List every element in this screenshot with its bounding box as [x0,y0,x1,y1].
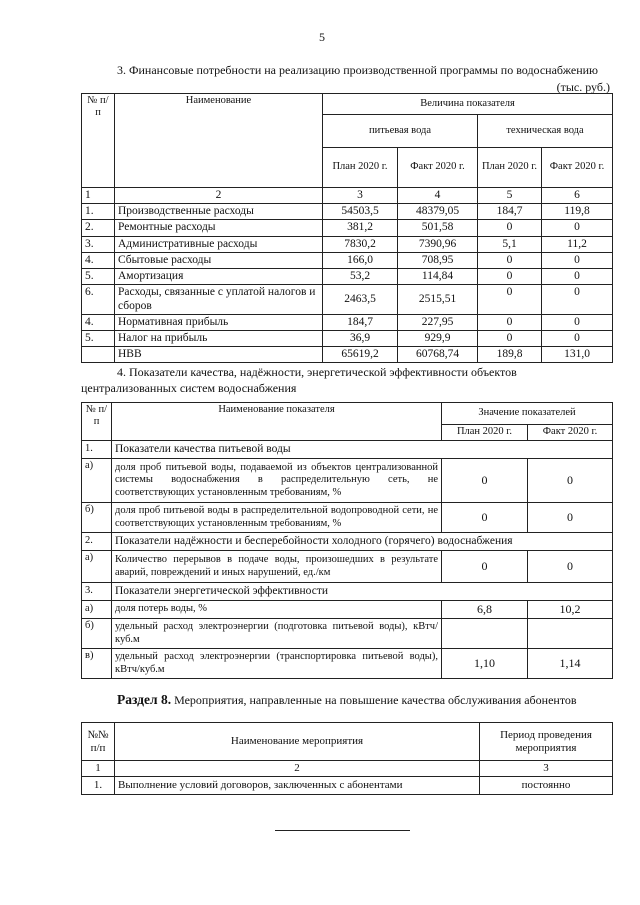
group-row [82,441,613,459]
plan-technical: 0 [478,330,542,346]
row-name: Сбытовые расходы [115,252,323,268]
fact-technical: 0 [542,252,613,268]
group-title: Показатели надёжности и бесперебойности холодного (горячего) водоснабжения [112,533,613,551]
plan-value: 0 [442,503,528,533]
table-row [82,314,613,330]
row-num: 4. [82,314,115,330]
fact-drinking: 48379,05 [398,204,478,220]
plan-technical: 0 [478,314,542,330]
column-number: 4 [398,188,478,204]
plan-technical: 184,7 [478,204,542,220]
financial-needs-table [81,93,613,363]
row-num: а) [82,601,112,619]
group-num: 3. [82,583,112,601]
header-num: № п/п [82,403,112,441]
fact-drinking: 227,95 [398,314,478,330]
column-number-row [82,761,613,777]
header-fact: Факт 2020 г. [528,425,613,441]
plan-drinking: 53,2 [323,269,398,285]
table-row [82,649,613,679]
plan-value: 1,10 [442,649,528,679]
table-row [82,619,613,649]
row-num: в) [82,649,112,679]
fact-value: 1,14 [528,649,613,679]
plan-drinking: 2463,5 [323,285,398,314]
plan-drinking: 36,9 [323,330,398,346]
plan-technical: 189,8 [478,347,542,363]
table-row [82,551,613,583]
row-num: 3. [82,236,115,252]
header-plan: План 2020 г. [478,148,542,188]
fact-technical: 0 [542,220,613,236]
plan-technical: 0 [478,220,542,236]
row-name: НВВ [115,347,323,363]
group-num: 1. [82,441,112,459]
row-name: доля проб питьевой воды, подаваемой из объектов централизованной системы водоснабжения в распределительную сеть, не соответствующих установленным требованиям, % [112,459,442,503]
fact-technical: 0 [542,314,613,330]
header-name: Наименование показателя [112,403,442,441]
plan-drinking: 7830,2 [323,236,398,252]
header-value: Значение показателей [442,403,613,425]
header-num: № п/п [82,94,115,188]
table-row [82,252,613,268]
fact-drinking: 2515,51 [398,285,478,314]
row-name: Производственные расходы [115,204,323,220]
group-row [82,583,613,601]
section3-unit: (тыс. руб.) [556,80,610,94]
table-row [82,220,613,236]
plan-drinking: 54503,5 [323,204,398,220]
header-num: №№ п/п [82,723,115,761]
row-num: б) [82,503,112,533]
table-row [82,285,613,314]
header-plan: План 2020 г. [442,425,528,441]
plan-drinking: 381,2 [323,220,398,236]
row-num [82,347,115,363]
fact-value: 10,2 [528,601,613,619]
column-number: 3 [323,188,398,204]
fact-technical: 11,2 [542,236,613,252]
row-name: удельный расход электроэнергии (подготовка питьевой воды), кВтч/куб.м [112,619,442,649]
header-fact: Факт 2020 г. [398,148,478,188]
row-name: Количество перерывов в подаче воды, произошедших в результате аварий, повреждений и иных нарушений, ед./км [112,551,442,583]
plan-value: 0 [442,551,528,583]
column-number: 1 [82,761,115,777]
header-name: Наименование [115,94,323,188]
header-value: Величина показателя [323,94,613,115]
row-name: Ремонтные расходы [115,220,323,236]
total-row [82,347,613,363]
table-row [82,204,613,220]
column-number: 6 [542,188,613,204]
row-num: 1. [82,777,115,795]
column-number: 2 [115,761,480,777]
plan-value [442,619,528,649]
fact-technical: 0 [542,269,613,285]
plan-value: 6,8 [442,601,528,619]
row-num: 5. [82,330,115,346]
row-name: доля проб питьевой воды в распределительной водопроводной сети, не соответствующих установленным требованиям, % [112,503,442,533]
fact-drinking: 60768,74 [398,347,478,363]
header-period: Период проведения мероприятия [480,723,613,761]
row-name: удельный расход электроэнергии (транспортировка питьевой воды), кВтч/куб.м [112,649,442,679]
plan-technical: 5,1 [478,236,542,252]
row-num: 6. [82,285,115,314]
row-name: Налог на прибыль [115,330,323,346]
row-num: 5. [82,269,115,285]
row-num: 1. [82,204,115,220]
row-name: Амортизация [115,269,323,285]
fact-value: 0 [528,459,613,503]
row-num: 4. [82,252,115,268]
fact-technical: 131,0 [542,347,613,363]
column-number: 2 [115,188,323,204]
row-num: 2. [82,220,115,236]
group-title: Показатели качества питьевой воды [112,441,613,459]
table-row [82,459,613,503]
page-number: 5 [319,30,325,44]
header-name: Наименование мероприятия [115,723,480,761]
fact-technical: 0 [542,330,613,346]
column-number: 3 [480,761,613,777]
footer-rule [275,830,410,831]
fact-drinking: 708,95 [398,252,478,268]
fact-drinking: 929,9 [398,330,478,346]
row-period: постоянно [480,777,613,795]
row-name: Выполнение условий договоров, заключенных с абонентами [115,777,480,795]
row-name: Нормативная прибыль [115,314,323,330]
section8-title-rest: Мероприятия, направленные на повышение качества обслуживания абонентов [174,693,577,707]
table-row [82,236,613,252]
plan-drinking: 65619,2 [323,347,398,363]
fact-technical: 119,8 [542,204,613,220]
table-row [82,330,613,346]
plan-drinking: 184,7 [323,314,398,330]
table-row [82,601,613,619]
section8-title-bold: Раздел 8. [117,692,172,707]
fact-value: 0 [528,551,613,583]
plan-value: 0 [442,459,528,503]
group-title: Показатели энергетической эффективности [112,583,613,601]
column-number: 5 [478,188,542,204]
fact-value: 0 [528,503,613,533]
fact-value [528,619,613,649]
fact-drinking: 501,58 [398,220,478,236]
group-row [82,533,613,551]
table-row [82,503,613,533]
table-row [82,269,613,285]
quality-indicators-table [81,402,613,679]
column-number: 1 [82,188,115,204]
fact-technical: 0 [542,285,613,314]
table-row [82,777,613,795]
group-num: 2. [82,533,112,551]
column-number-row [82,188,613,204]
row-num: а) [82,459,112,503]
section4-title: 4. Показатели качества, надёжности, энергетической эффективности объектов централизованных систем водоснабжения [81,365,517,395]
header-fact: Факт 2020 г. [542,148,613,188]
row-name: Расходы, связанные с уплатой налогов и сборов [115,285,323,314]
plan-drinking: 166,0 [323,252,398,268]
fact-drinking: 7390,96 [398,236,478,252]
section3-title: 3. Финансовые потребности на реализацию производственной программы по водоснабжению [117,63,599,77]
row-name: доля потерь воды, % [112,601,442,619]
fact-drinking: 114,84 [398,269,478,285]
row-num: а) [82,551,112,583]
header-drinking-water: питьевая вода [323,115,478,148]
header-plan: План 2020 г. [323,148,398,188]
header-technical-water: техническая вода [478,115,613,148]
plan-technical: 0 [478,252,542,268]
plan-technical: 0 [478,269,542,285]
row-name: Административные расходы [115,236,323,252]
measures-table [81,722,613,795]
plan-technical: 0 [478,285,542,314]
section8-heading [117,692,617,708]
row-num: б) [82,619,112,649]
